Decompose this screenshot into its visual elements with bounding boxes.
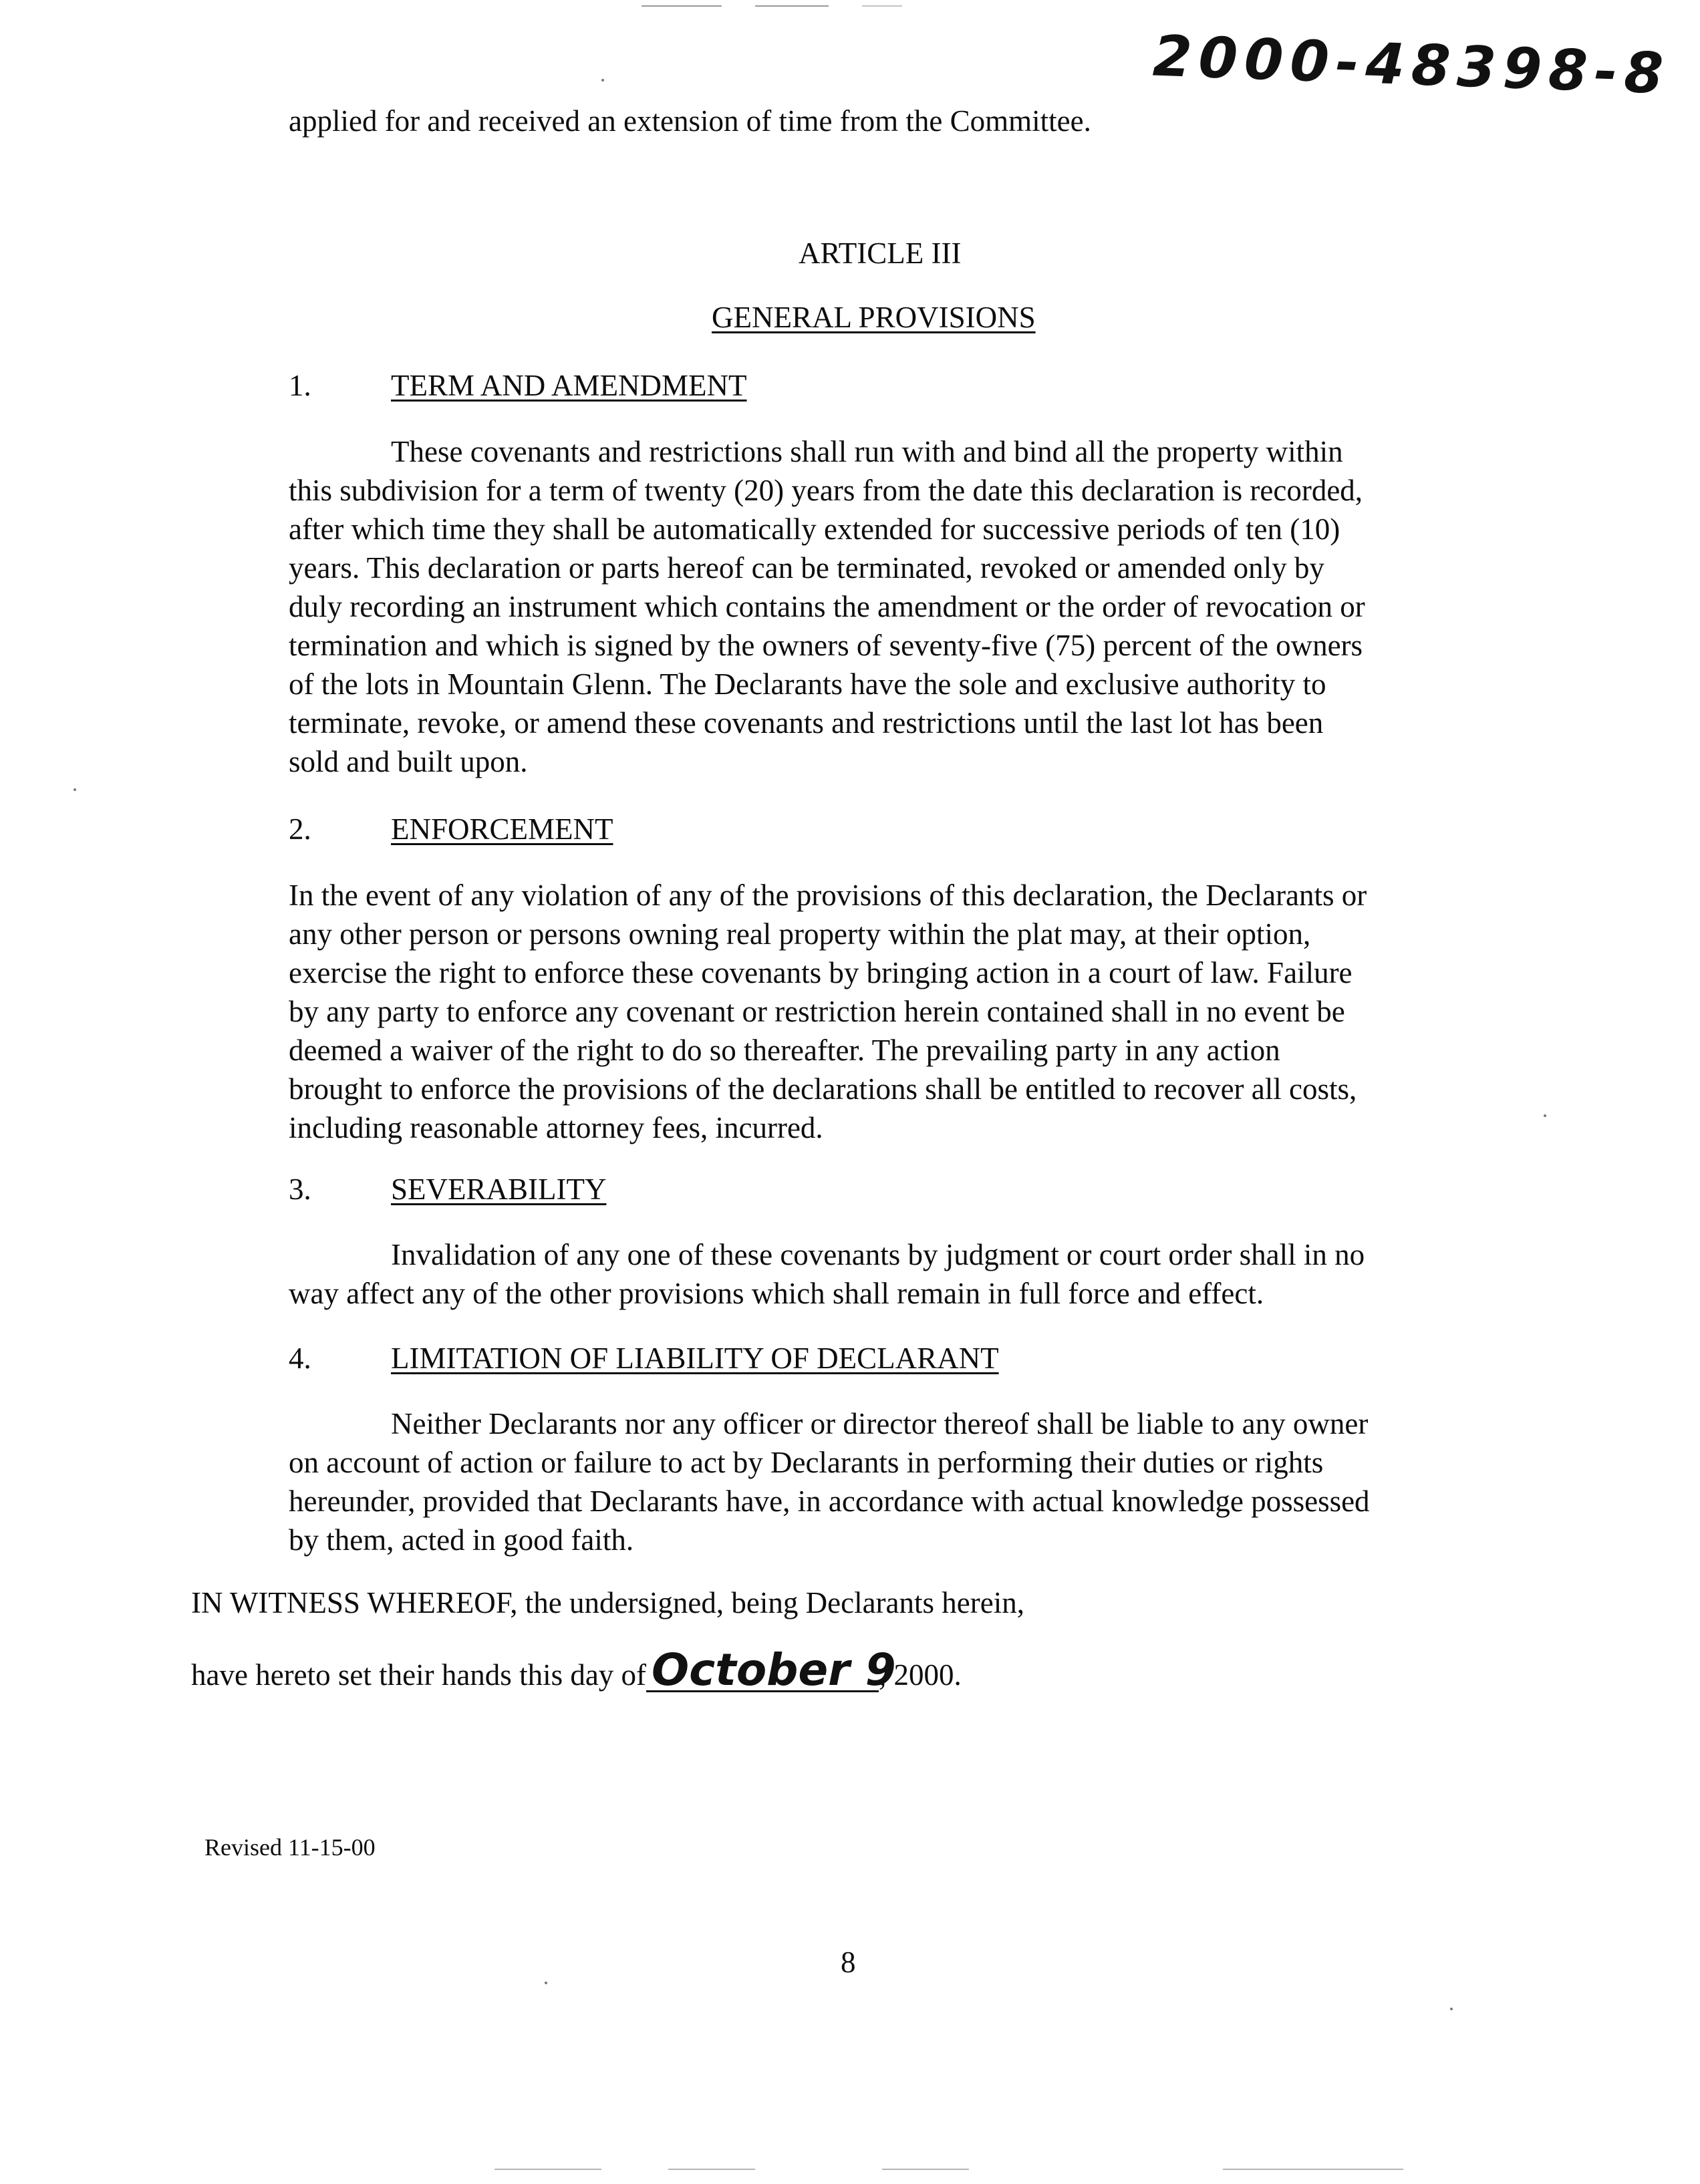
recording-number: 2000-48398-8 bbox=[1151, 23, 1671, 107]
paragraph-line: Invalidation of any one of these covenants by judgment or court order shall in no bbox=[391, 1238, 1365, 1271]
paragraph-line: Neither Declarants nor any officer or director thereof shall be liable to any owner bbox=[391, 1407, 1369, 1440]
paragraph-line: In the event of any violation of any of the provisions of this declaration, the Declarants or bbox=[289, 879, 1367, 912]
paragraph-line: way affect any of the other provisions which shall remain in full force and effect. bbox=[289, 1277, 1264, 1310]
paragraph-line: brought to enforce the provisions of the declarations shall be entitled to recover all costs, bbox=[289, 1072, 1357, 1106]
paragraph-line: this subdivision for a term of twenty (20) years from the date this declaration is recorded, bbox=[289, 474, 1363, 507]
section-4-body bbox=[289, 1404, 1370, 1559]
scan-artifact bbox=[755, 5, 829, 7]
paragraph-line: sold and built upon. bbox=[289, 745, 528, 778]
scan-artifact bbox=[882, 2169, 969, 2170]
paragraph-line: deemed a waiver of the right to do so thereafter. The prevailing party in any action bbox=[289, 1034, 1280, 1067]
section-3-number: 3. bbox=[289, 1173, 311, 1206]
paragraph-line: by any party to enforce any covenant or restriction herein contained shall in no event be bbox=[289, 995, 1345, 1028]
scan-artifact bbox=[642, 5, 722, 7]
paragraph-line: duly recording an instrument which contains the amendment or the order of revocation or bbox=[289, 590, 1365, 623]
section-2-number: 2. bbox=[289, 812, 311, 846]
scan-speck bbox=[1450, 2008, 1453, 2010]
section-4-heading: LIMITATION OF LIABILITY OF DECLARANT bbox=[391, 1342, 999, 1375]
section-3-heading: SEVERABILITY bbox=[391, 1173, 607, 1206]
paragraph-line: on account of action or failure to act by Declarants in performing their duties or rights bbox=[289, 1446, 1324, 1479]
section-3-body bbox=[289, 1235, 1365, 1313]
paragraph-line: of the lots in Mountain Glenn. The Declarants have the sole and exclusive authority to bbox=[289, 667, 1326, 701]
scan-artifact bbox=[668, 2169, 755, 2170]
paragraph-line: years. This declaration or parts hereof can be terminated, revoked or amended only by bbox=[289, 551, 1324, 585]
paragraph-line: including reasonable attorney fees, incurred. bbox=[289, 1111, 823, 1144]
continuation-line: applied for and received an extension of time from the Committee. bbox=[289, 104, 1091, 138]
witness-suffix: , 2000. bbox=[879, 1658, 962, 1692]
handwritten-date: October 9 bbox=[646, 1650, 879, 1692]
scan-artifact bbox=[862, 5, 902, 7]
article-subtitle: GENERAL PROVISIONS bbox=[712, 301, 1036, 334]
scan-artifact bbox=[494, 2169, 601, 2170]
paragraph-line: terminate, revoke, or amend these covenants and restrictions until the last lot has been bbox=[289, 706, 1324, 740]
revised-note: Revised 11-15-00 bbox=[204, 1834, 376, 1861]
paragraph-line: after which time they shall be automatically extended for successive periods of ten (10) bbox=[289, 512, 1340, 546]
witness-line-1: IN WITNESS WHEREOF, the undersigned, being Declarants herein, bbox=[191, 1586, 1024, 1619]
paragraph-line: exercise the right to enforce these covenants by bringing action in a court of law. Failure bbox=[289, 956, 1353, 989]
scan-speck bbox=[545, 1982, 547, 1984]
section-2-heading: ENFORCEMENT bbox=[391, 812, 613, 846]
section-2-body bbox=[289, 876, 1367, 1147]
paragraph-line: These covenants and restrictions shall run with and bind all the property within bbox=[391, 435, 1343, 468]
paragraph-line: any other person or persons owning real property within the plat may, at their option, bbox=[289, 917, 1311, 951]
article-title: ARTICLE III bbox=[799, 237, 962, 270]
paragraph-line: by them, acted in good faith. bbox=[289, 1523, 634, 1557]
paragraph-line: termination and which is signed by the owners of seventy-five (75) percent of the owners bbox=[289, 629, 1363, 662]
section-1-body bbox=[289, 432, 1365, 781]
section-4-number: 4. bbox=[289, 1342, 311, 1375]
paragraph-line: hereunder, provided that Declarants have, in accordance with actual knowledge possessed bbox=[289, 1485, 1370, 1518]
section-1-number: 1. bbox=[289, 369, 311, 402]
scan-speck bbox=[74, 788, 76, 791]
page-number: 8 bbox=[841, 1945, 856, 1979]
witness-prefix: have hereto set their hands this day of bbox=[191, 1658, 647, 1692]
scan-speck bbox=[601, 79, 604, 82]
section-1-heading: TERM AND AMENDMENT bbox=[391, 369, 747, 402]
witness-line-2 bbox=[191, 1644, 962, 1696]
scan-artifact bbox=[1223, 2169, 1403, 2170]
scan-speck bbox=[1544, 1114, 1546, 1117]
